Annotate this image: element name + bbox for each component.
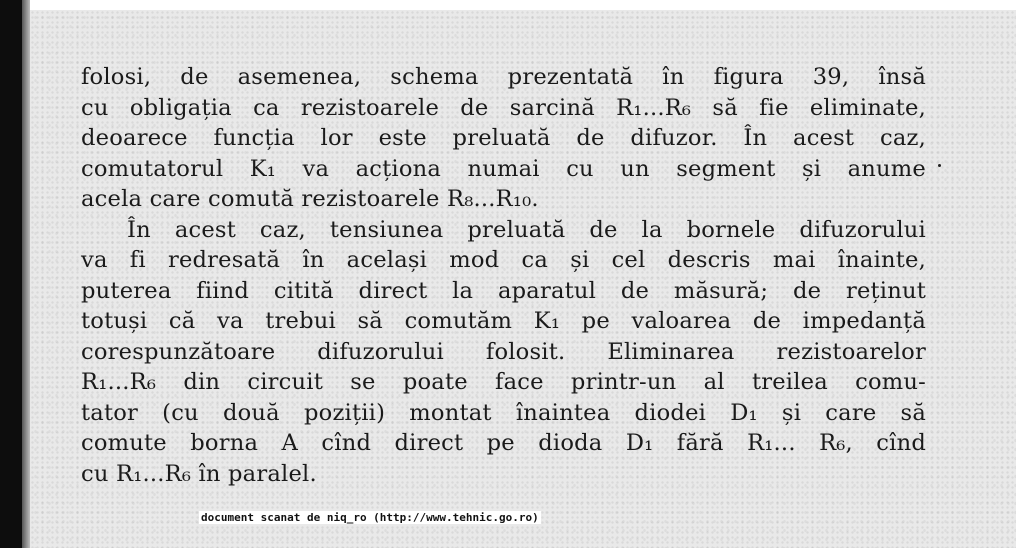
scan-top-margin xyxy=(0,0,1016,10)
scan-left-shadow xyxy=(22,0,30,548)
scan-left-border xyxy=(0,0,22,548)
text-line: comute borna A cînd direct pe dioda D₁ fără R₁... R₆, cînd xyxy=(81,430,926,456)
text-line: acela care comută rezistoarele R₈...R₁₀. xyxy=(81,186,539,212)
text-line: tator (cu două poziții) montat înaintea diodei D₁ și care să xyxy=(81,399,926,426)
page-body-text xyxy=(81,62,926,489)
text-line: R₁...R₆ din circuit se poate face printr-un al treilea comu- xyxy=(81,369,926,395)
text-line: puterea fiind citită direct la aparatul de măsură; de reținut xyxy=(81,277,926,304)
scan-credit-stamp: document scanat de niq_ro (http://www.tehnic.go.ro) xyxy=(201,511,539,524)
margin-mark xyxy=(938,164,941,167)
text-line: va fi redresată în același mod ca și cel descris mai înainte, xyxy=(81,247,926,273)
text-line: corespunzătoare difuzorului folosit. Eliminarea rezistoarelor xyxy=(81,338,926,365)
text-line: folosi, de asemenea, schema prezentată în figura 39, însă xyxy=(81,64,926,90)
text-line: totuși că va trebui să comutăm K₁ pe valoarea de impedanță xyxy=(81,308,926,334)
text-line: cu R₁...R₆ în paralel. xyxy=(81,460,317,487)
text-line: În acest caz, tensiunea preluată de la bornele difuzorului xyxy=(127,216,926,243)
text-line: cu obligația ca rezistoarele de sarcină R₁...R₆ să fie eliminate, xyxy=(81,94,926,121)
text-line: comutatorul K₁ va acționa numai cu un segment și anume xyxy=(81,155,926,182)
text-line: deoarece funcția lor este preluată de difuzor. În acest caz, xyxy=(81,125,926,151)
